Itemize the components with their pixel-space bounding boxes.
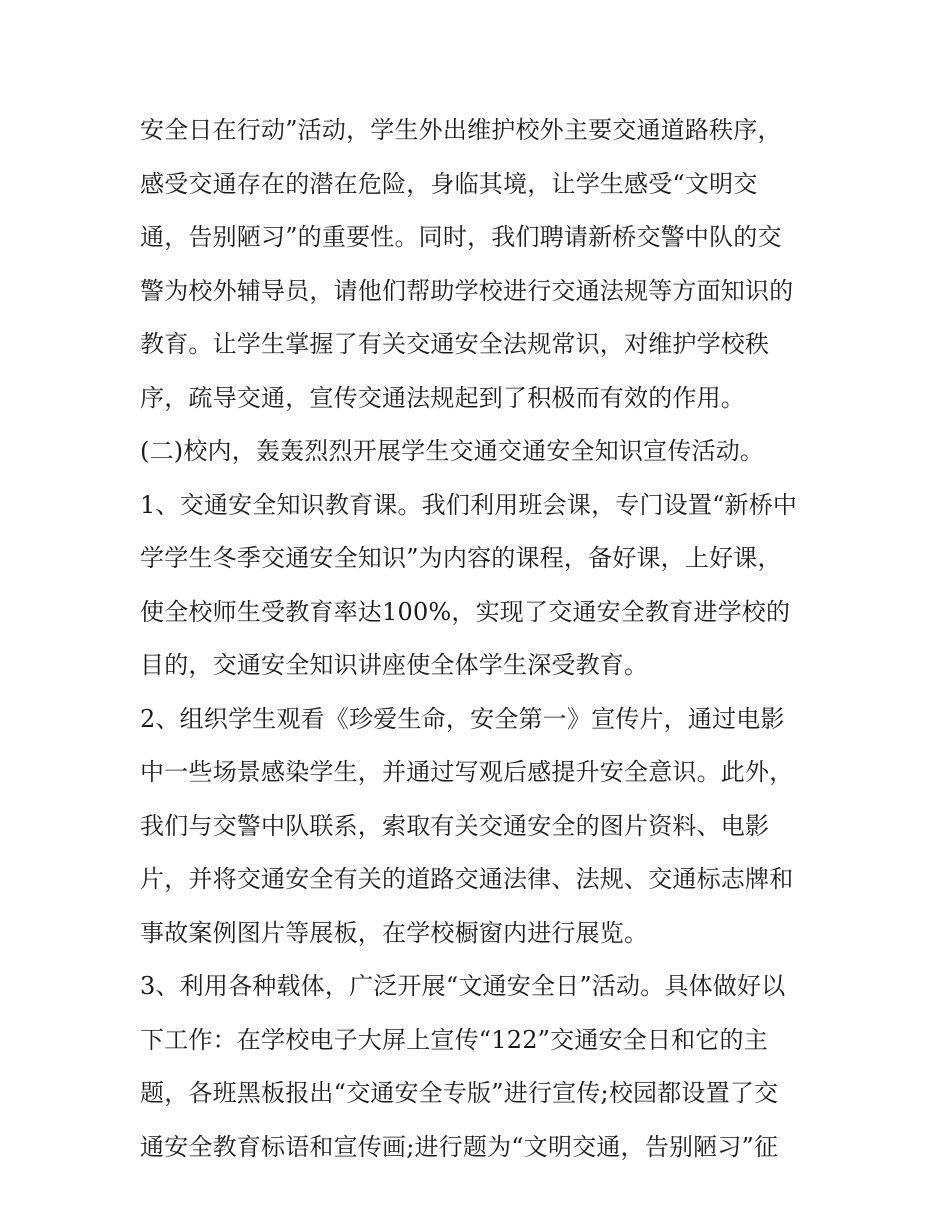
text-line: 教育。让学生掌握了有关交通安全法规常识，对维护学校秩 bbox=[140, 330, 770, 358]
text-line: 通安全教育标语和宣传画;进行题为“文明交通，告别陋习”征 bbox=[140, 1132, 779, 1161]
text-line: 安全日在行动”活动，学生外出维护校外主要交通道路秩序， bbox=[140, 116, 782, 144]
text-line: 下工作：在学校电子大屏上宣传“122”交通安全日和它的主 bbox=[140, 1025, 768, 1054]
text-line: 感受交通存在的潜在危险，身临其境，让学生感受“文明交 bbox=[140, 169, 758, 198]
body-text bbox=[140, 104, 820, 1174]
text-line: 学学生冬季交通安全知识”为内容的课程，备好课，上好课， bbox=[140, 544, 782, 572]
text-line: 我们与交警中队联系，索取有关交通安全的图片资料、电影 bbox=[140, 811, 770, 840]
text-line: 片，并将交通安全有关的道路交通法律、法规、交通标志牌和 bbox=[140, 865, 794, 893]
text-line: 2、组织学生观看《珍爱生命，安全第一》宣传片，通过电影 bbox=[140, 704, 785, 733]
text-line: 题，各班黑板报出“交通安全专版”进行宣传;校园都设置了交 bbox=[140, 1079, 779, 1107]
section-heading: (二)校内，轰轰烈烈开展学生交通交通安全知识宣传活动。 bbox=[140, 437, 765, 465]
text-line: 序，疏导交通，宣传交通法规起到了积极而有效的作用。 bbox=[140, 383, 745, 412]
text-line: 中一些场景感染学生，并通过写观后感提升安全意识。此外， bbox=[140, 758, 794, 786]
text-line: 1、交通安全知识教育课。我们利用班会课，专门设置“新桥中 bbox=[140, 490, 798, 519]
text-line: 通，告别陋习”的重要性。同时，我们聘请新桥交警中队的交 bbox=[140, 223, 782, 251]
text-line: 3、利用各种载体，广泛开展“文通安全日”活动。具体做好以 bbox=[140, 972, 786, 1000]
text-line: 事故案例图片等展板，在学校橱窗内进行展览。 bbox=[140, 918, 649, 947]
text-line: 目的，交通安全知识讲座使全体学生深受教育。 bbox=[140, 651, 649, 679]
text-line: 使全校师生受教育率达100%，实现了交通安全教育进学校的 bbox=[140, 597, 791, 626]
text-line: 警为校外辅导员，请他们帮助学校进行交通法规等方面知识的 bbox=[140, 276, 794, 305]
